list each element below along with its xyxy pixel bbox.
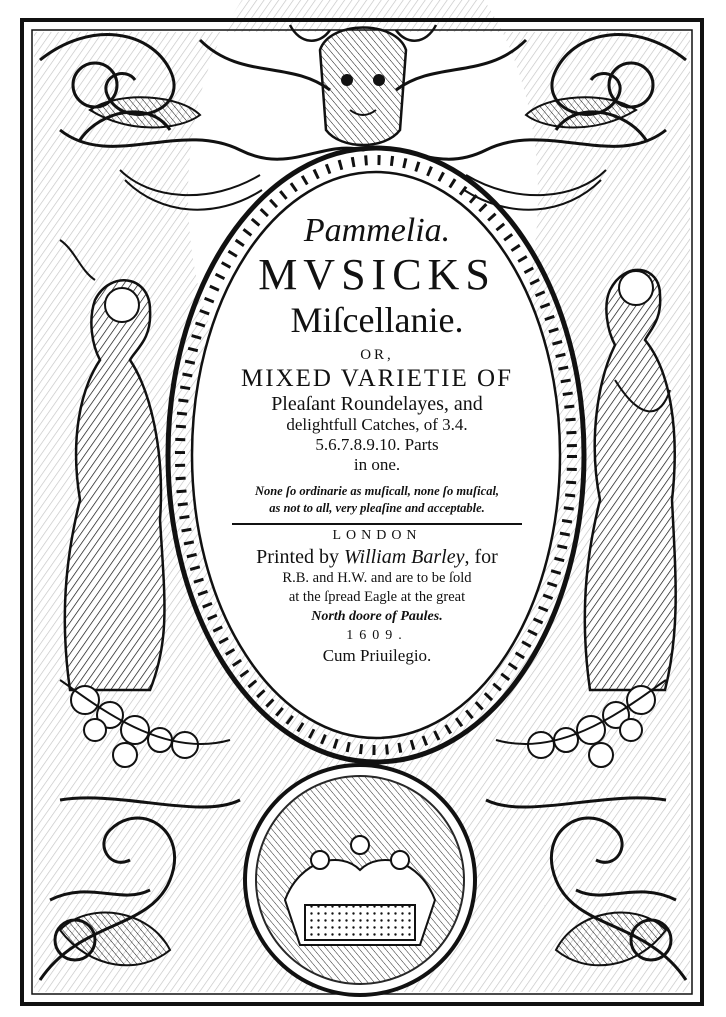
privilege-line: Cum Priuilegio. — [322, 646, 432, 665]
title-text-block — [200, 205, 554, 667]
printed-post: , for — [464, 546, 498, 568]
subheading-miscellanie: Miſcellanie. — [290, 300, 464, 340]
publication-year: 1609. — [346, 628, 408, 643]
divider-rule — [232, 523, 522, 525]
mask-ornament — [290, 25, 436, 145]
description-line-2: delightfull Catches, of 3.4. — [286, 415, 468, 434]
place-london: LONDON — [332, 528, 422, 543]
description-line-1: Pleaſant Roundelayes, and — [271, 393, 483, 415]
mixed-varietie-line: MIXED VARIETIE OF — [241, 365, 513, 392]
imprint-line-2: at the ſpread Eagle at the great — [288, 589, 466, 605]
printed-by-line — [200, 545, 554, 569]
imprint-line-1: R.B. and H.W. and are to be ſold — [282, 570, 472, 586]
motto-line-1: None ſo ordinarie as muſicall, none ſo muſical, — [254, 484, 500, 498]
heading-musicks: MVSICKS — [258, 250, 496, 299]
description-line-3: 5.6.7.8.9.10. Parts — [315, 435, 439, 454]
motto-line-2: as not to all, very pleaſine and acceptable. — [269, 501, 485, 515]
printed-pre: Printed by — [256, 546, 344, 568]
description-line-4: in one. — [353, 455, 401, 474]
imprint-line-3: North doore of Paules. — [311, 609, 443, 624]
printer-name: William Barley — [343, 546, 465, 568]
or-label: OR, — [360, 347, 394, 363]
medallion-scene — [245, 765, 475, 995]
book-title: Pammelia. — [303, 212, 451, 249]
